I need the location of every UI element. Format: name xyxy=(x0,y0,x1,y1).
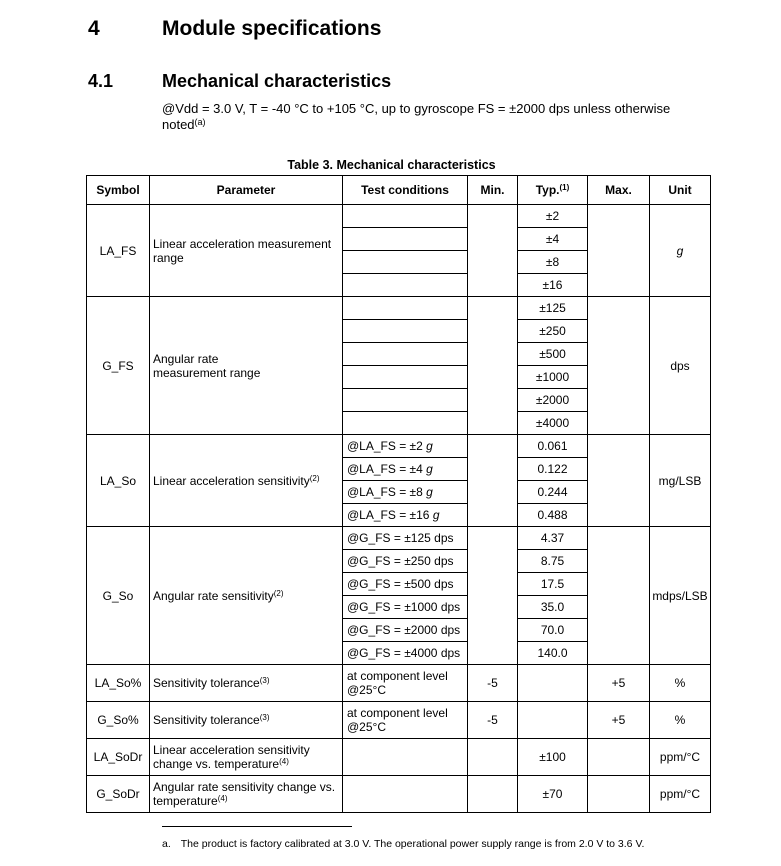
g-fs-unit: dps xyxy=(650,297,711,435)
g-so-condition: @G_FS = ±4000 dps xyxy=(343,642,468,665)
g-fs-parameter: Angular rate measurement range xyxy=(150,297,343,435)
la-so-condition: @LA_FS = ±16 g xyxy=(343,504,468,527)
empty-cell xyxy=(343,205,468,228)
g-so-min xyxy=(468,527,518,665)
g-so-parameter: Angular rate sensitivity$^{(2)}$ xyxy=(150,527,343,665)
table-row xyxy=(87,702,711,739)
table-row xyxy=(87,297,711,320)
la-fs-typ: ±8 xyxy=(518,251,588,274)
la-fs-typ: ±16 xyxy=(518,274,588,297)
footnote-text: The product is factory calibrated at 3.0 V. The operational power supply range is from 2.0 V to 3.6 V. xyxy=(180,838,645,850)
intro-paragraph xyxy=(162,101,702,133)
g-so-pct-note[interactable]: (3) xyxy=(259,713,270,722)
empty-cell xyxy=(343,366,468,389)
la-sodr-note[interactable]: (4) xyxy=(279,757,289,766)
table-row xyxy=(87,739,711,776)
g-fs-typ: ±1000 xyxy=(518,366,588,389)
g-sodr-symbol: G_SoDr xyxy=(87,776,150,813)
la-fs-unit: g xyxy=(650,205,711,297)
la-so-min xyxy=(468,435,518,527)
g-sodr-parameter: Angular rate sensitivity change vs. temperature$^{(4)}$ xyxy=(150,776,343,813)
intro-footnote-ref[interactable]: (a) xyxy=(194,117,206,127)
g-so-pct-min: -5 xyxy=(468,702,518,739)
header-test-conditions: Test conditions xyxy=(343,176,468,205)
footnote-divider xyxy=(162,826,352,827)
la-fs-symbol: LA_FS xyxy=(87,205,150,297)
empty-cell xyxy=(343,228,468,251)
empty-cell xyxy=(343,251,468,274)
g-so-condition: @G_FS = ±2000 dps xyxy=(343,619,468,642)
empty-cell xyxy=(343,412,468,435)
g-so-unit: mdps/LSB xyxy=(650,527,711,665)
header-unit: Unit xyxy=(650,176,711,205)
footnote xyxy=(162,838,644,850)
g-so-typ: 8.75 xyxy=(518,550,588,573)
g-sodr-note[interactable]: (4) xyxy=(217,794,228,803)
la-so-typ: 0.244 xyxy=(518,481,588,504)
table-row xyxy=(87,435,711,458)
g-so-typ: 35.0 xyxy=(518,596,588,619)
mechanical-characteristics-table xyxy=(86,175,711,813)
g-sodr-unit: ppm/°C xyxy=(650,776,711,813)
header-symbol: Symbol xyxy=(87,176,150,205)
la-so-pct-typ xyxy=(518,665,588,702)
g-so-typ: 4.37 xyxy=(518,527,588,550)
la-fs-parameter: Linear acceleration measurement range xyxy=(150,205,343,297)
la-so-condition: @LA_FS = ±4 g xyxy=(343,458,468,481)
la-fs-max xyxy=(588,205,650,297)
g-fs-typ: ±4000 xyxy=(518,412,588,435)
la-sodr-min xyxy=(468,739,518,776)
g-so-note[interactable]: (2) xyxy=(273,588,284,598)
g-sodr-min xyxy=(468,776,518,813)
la-sodr-unit: ppm/°C xyxy=(650,739,711,776)
la-so-condition: @LA_FS = ±2 g xyxy=(343,435,468,458)
g-so-typ: 17.5 xyxy=(518,573,588,596)
g-so-max xyxy=(588,527,650,665)
la-sodr-parameter: Linear acceleration sensitivity change vs. temperature$^{(4)}$ xyxy=(150,739,343,776)
g-fs-typ: ±250 xyxy=(518,320,588,343)
g-sodr-typ: ±70 xyxy=(518,776,588,813)
la-so-typ: 0.061 xyxy=(518,435,588,458)
la-fs-typ: ±4 xyxy=(518,228,588,251)
header-typ-note[interactable]: (1) xyxy=(559,183,570,192)
la-so-max xyxy=(588,435,650,527)
table-row xyxy=(87,527,711,550)
g-so-condition: @G_FS = ±500 dps xyxy=(343,573,468,596)
empty-cell xyxy=(343,320,468,343)
intro-text: @Vdd = 3.0 V, T = -40 °C to +105 °C, up to gyroscope FS = ±2000 dps unless otherwise noted xyxy=(162,101,671,132)
la-fs-min xyxy=(468,205,518,297)
table-row xyxy=(87,665,711,702)
header-parameter: Parameter xyxy=(150,176,343,205)
g-so-condition: @G_FS = ±125 dps xyxy=(343,527,468,550)
g-so-typ: 140.0 xyxy=(518,642,588,665)
la-so-pct-max: +5 xyxy=(588,665,650,702)
la-so-unit: mg/LSB xyxy=(650,435,711,527)
g-fs-min xyxy=(468,297,518,435)
g-so-symbol: G_So xyxy=(87,527,150,665)
table-caption: Table 3. Mechanical characteristics xyxy=(287,158,496,172)
section-title: Module specifications xyxy=(162,17,382,40)
g-so-pct-parameter: Sensitivity tolerance$^{(3)}$ xyxy=(150,702,343,739)
header-typ: Typ.$^{(1)}$ xyxy=(518,176,588,205)
la-so-pct-parameter: Sensitivity tolerance$^{(3)}$ xyxy=(150,665,343,702)
la-so-pct-condition: at component level @25°C xyxy=(343,665,468,702)
la-so-typ: 0.122 xyxy=(518,458,588,481)
table-row xyxy=(87,205,711,228)
g-so-pct-symbol: G_So% xyxy=(87,702,150,739)
g-so-pct-condition: at component level @25°C xyxy=(343,702,468,739)
g-fs-max xyxy=(588,297,650,435)
g-so-pct-typ xyxy=(518,702,588,739)
la-so-condition: @LA_FS = ±8 g xyxy=(343,481,468,504)
la-sodr-condition xyxy=(343,739,468,776)
g-so-condition: @G_FS = ±250 dps xyxy=(343,550,468,573)
section-number: 4 xyxy=(88,17,100,40)
g-so-condition: @G_FS = ±1000 dps xyxy=(343,596,468,619)
g-sodr-condition xyxy=(343,776,468,813)
table-row xyxy=(87,776,711,813)
g-so-typ: 70.0 xyxy=(518,619,588,642)
g-so-pct-unit: % xyxy=(650,702,711,739)
la-sodr-symbol: LA_SoDr xyxy=(87,739,150,776)
la-so-parameter: Linear acceleration sensitivity$^{(2)}$ xyxy=(150,435,343,527)
table-header-row xyxy=(87,176,711,205)
empty-cell xyxy=(343,297,468,320)
header-min: Min. xyxy=(468,176,518,205)
la-so-symbol: LA_So xyxy=(87,435,150,527)
la-fs-typ: ±2 xyxy=(518,205,588,228)
g-fs-typ: ±500 xyxy=(518,343,588,366)
la-so-typ: 0.488 xyxy=(518,504,588,527)
footnote-label: a. xyxy=(162,838,171,850)
g-so-pct-max: +5 xyxy=(588,702,650,739)
empty-cell xyxy=(343,274,468,297)
la-so-pct-symbol: LA_So% xyxy=(87,665,150,702)
subsection-number: 4.1 xyxy=(88,71,114,91)
la-so-pct-unit: % xyxy=(650,665,711,702)
subsection-title: Mechanical characteristics xyxy=(162,71,392,91)
g-fs-symbol: G_FS xyxy=(87,297,150,435)
g-sodr-max xyxy=(588,776,650,813)
la-so-pct-min: -5 xyxy=(468,665,518,702)
header-max: Max. xyxy=(588,176,650,205)
la-so-pct-note[interactable]: (3) xyxy=(259,676,270,685)
la-sodr-max xyxy=(588,739,650,776)
g-fs-typ: ±2000 xyxy=(518,389,588,412)
empty-cell xyxy=(343,389,468,412)
la-so-note[interactable]: (2) xyxy=(309,473,320,483)
la-sodr-typ: ±100 xyxy=(518,739,588,776)
g-fs-typ: ±125 xyxy=(518,297,588,320)
empty-cell xyxy=(343,343,468,366)
